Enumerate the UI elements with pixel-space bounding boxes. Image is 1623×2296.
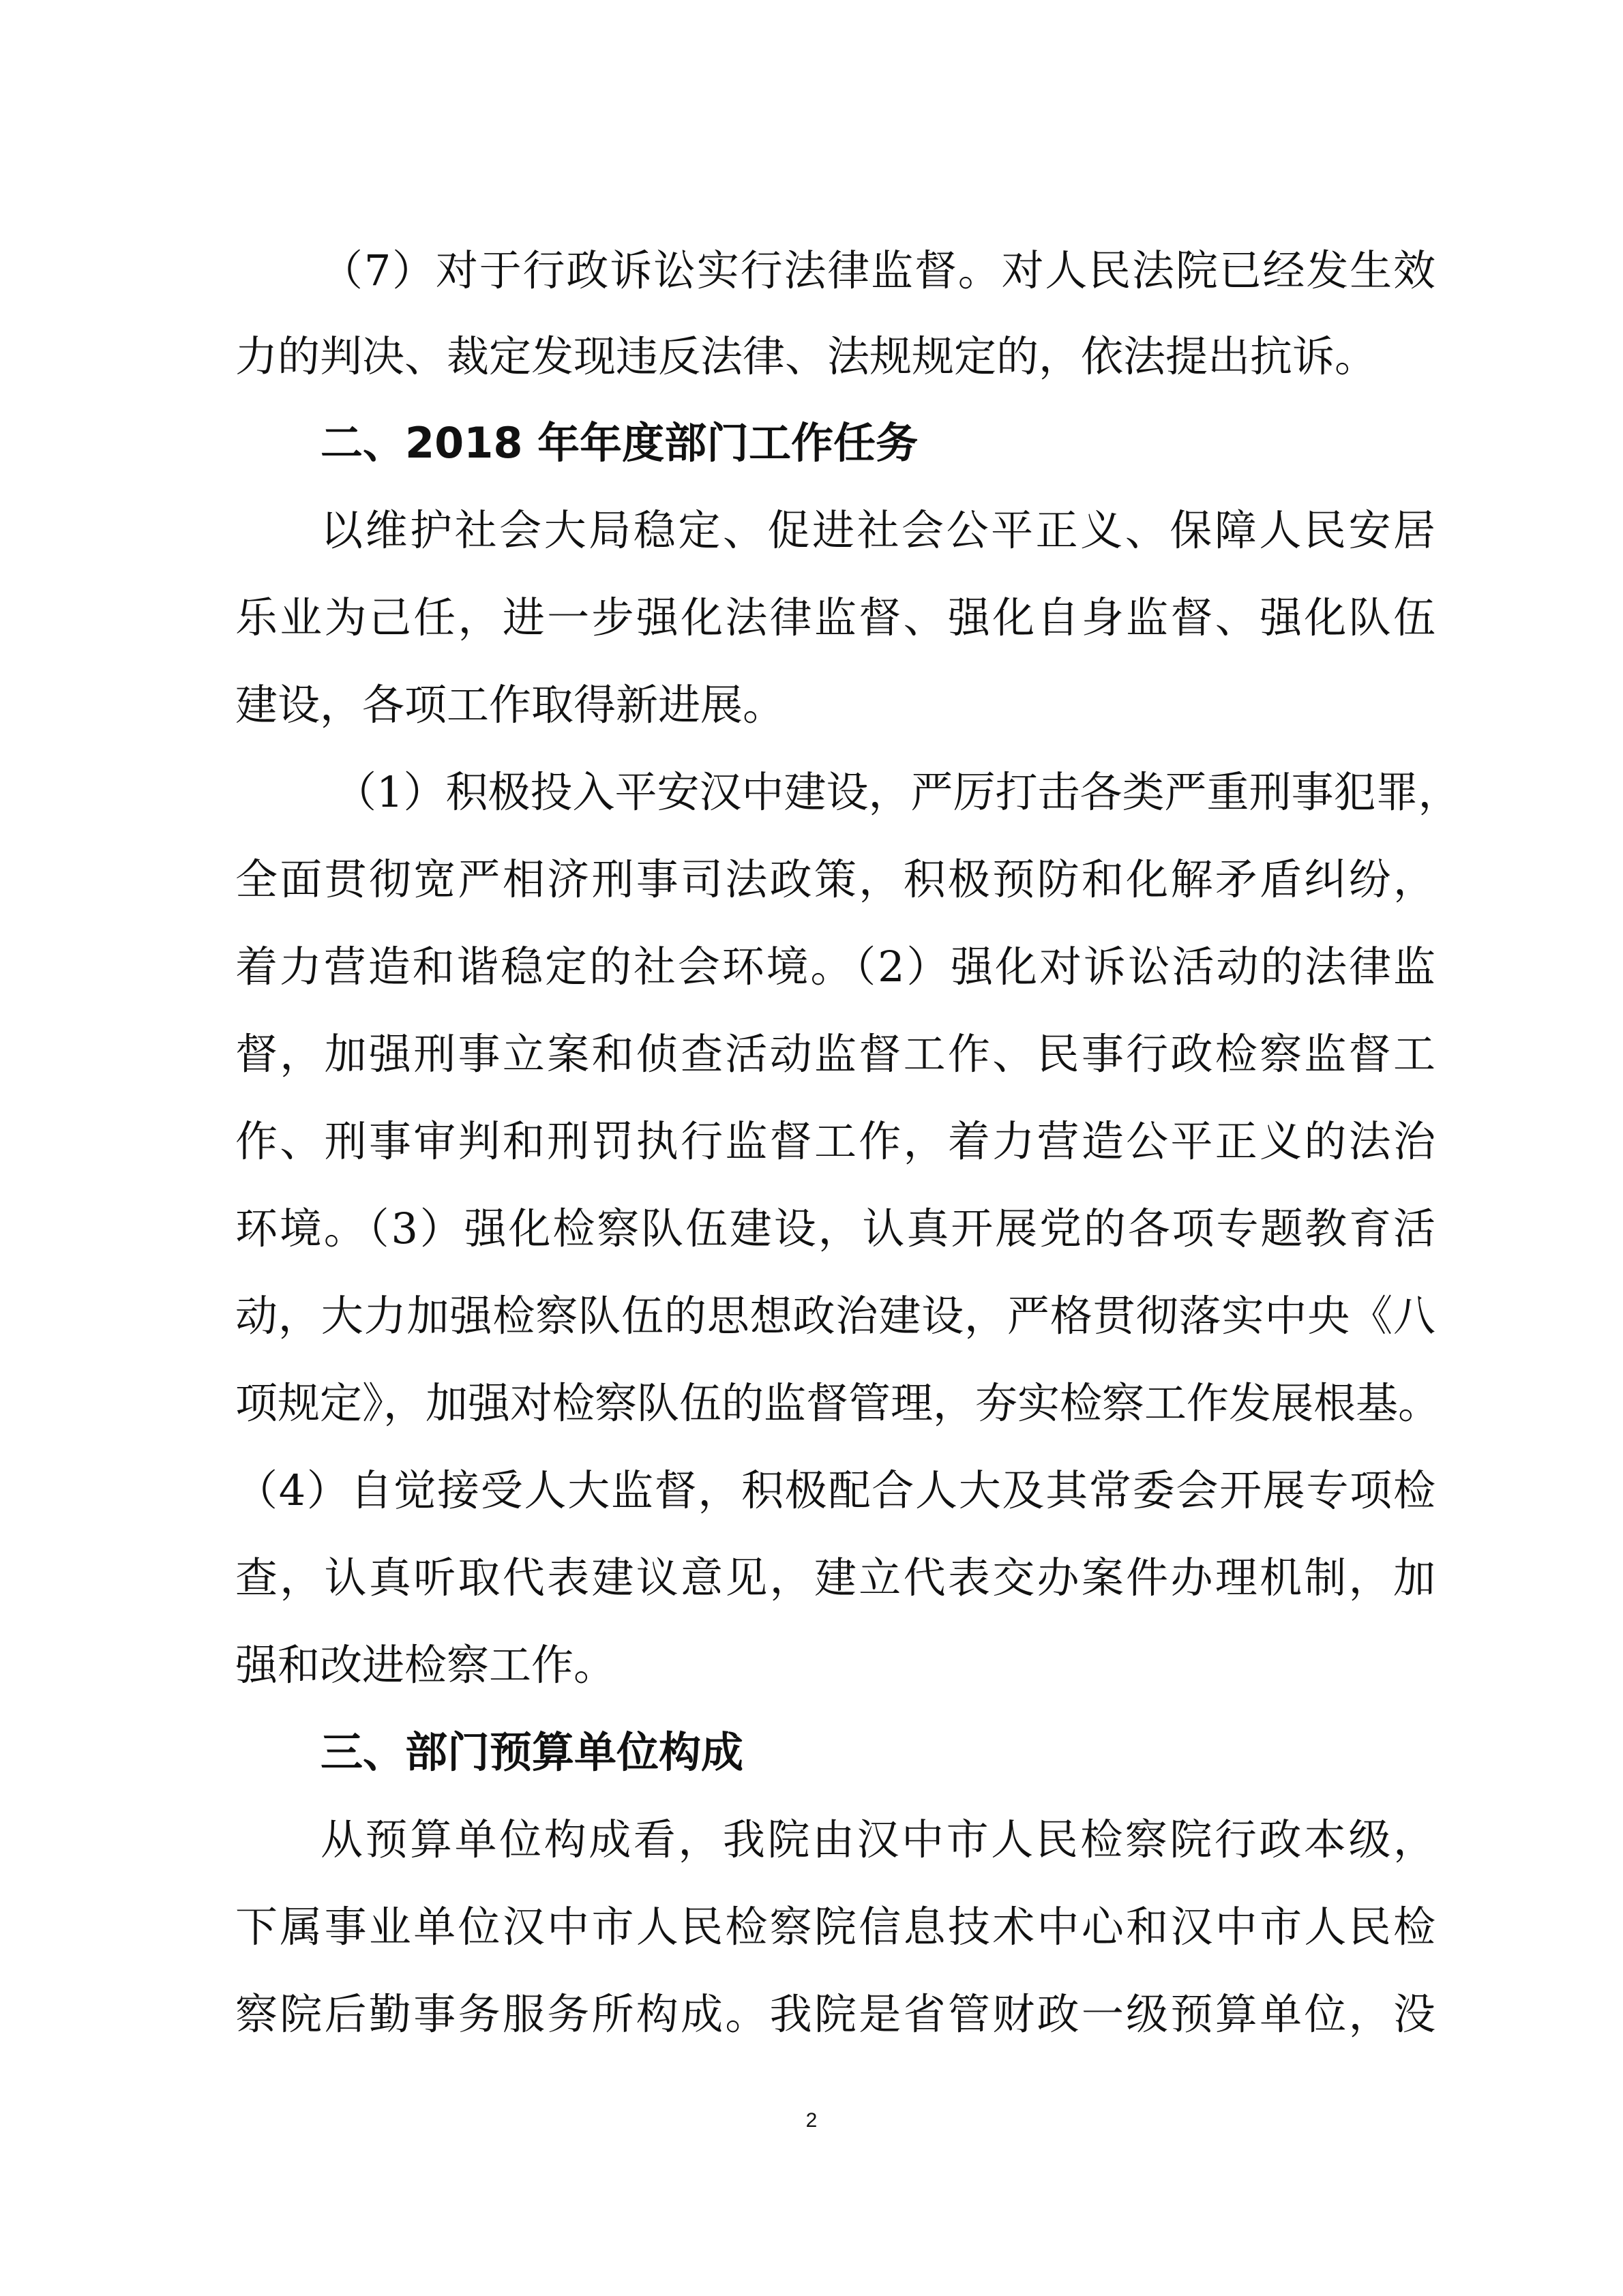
- page-number: 2: [805, 2109, 818, 2132]
- section-heading-3: 三、部门预算单位构成: [321, 1727, 744, 1777]
- tasks-paragraph-line-5: 作、刑事审判和刑罚执行监督工作，着力营造公平正义的法治: [235, 1116, 1435, 1166]
- tasks-paragraph-line-3: 着力营造和谐稳定的社会环境。（2）强化对诉讼活动的法律监: [235, 942, 1435, 992]
- tasks-paragraph-line-11: 强和改进检察工作。: [235, 1640, 616, 1690]
- tasks-paragraph-line-6: 环境。（3）强化检察队伍建设，认真开展党的各项专题教育活: [235, 1204, 1435, 1253]
- intro-paragraph-line-3: 建设，各项工作取得新进展。: [235, 680, 786, 730]
- units-paragraph-line-1: 从预算单位构成看，我院由汉中市人民检察院行政本级，: [321, 1815, 1435, 1864]
- intro-paragraph-line-1: 以维护社会大局稳定、促进社会公平正义、保障人民安居: [321, 505, 1435, 555]
- paragraph-7-line-2: 力的判决、裁定发现违反法律、法规规定的，依法提出抗诉。: [235, 331, 1378, 381]
- paragraph-7-line-1: （7）对于行政诉讼实行法律监督。对人民法院已经发生效: [321, 245, 1435, 295]
- units-paragraph-line-2: 下属事业单位汉中市人民检察院信息技术中心和汉中市人民检: [235, 1902, 1435, 1952]
- tasks-paragraph-line-4: 督，加强刑事立案和侦查活动监督工作、民事行政检察监督工: [235, 1029, 1435, 1079]
- tasks-paragraph-line-9: （4）自觉接受人大监督，积极配合人大及其常委会开展专项检: [235, 1465, 1435, 1515]
- section-heading-2: 二、2018 年年度部门工作任务: [321, 418, 919, 468]
- tasks-paragraph-line-10: 查，认真听取代表建议意见，建立代表交办案件办理机制，加: [235, 1553, 1435, 1602]
- tasks-paragraph-line-8: 项规定》，加强对检察队伍的监督管理，夯实检察工作发展根基。: [235, 1378, 1441, 1428]
- tasks-paragraph-line-7: 动，大力加强检察队伍的思想政治建设，严格贯彻落实中央《八: [235, 1291, 1435, 1341]
- units-paragraph-line-3: 察院后勤事务服务所构成。我院是省管财政一级预算单位，没: [235, 1989, 1435, 2039]
- tasks-paragraph-line-2: 全面贯彻宽严相济刑事司法政策，积极预防和化解矛盾纠纷，: [235, 854, 1435, 904]
- intro-paragraph-line-2: 乐业为己任，进一步强化法律监督、强化自身监督、强化队伍: [235, 593, 1435, 642]
- tasks-paragraph-line-1: （1）积极投入平安汉中建设，严厉打击各类严重刑事犯罪，: [334, 767, 1461, 817]
